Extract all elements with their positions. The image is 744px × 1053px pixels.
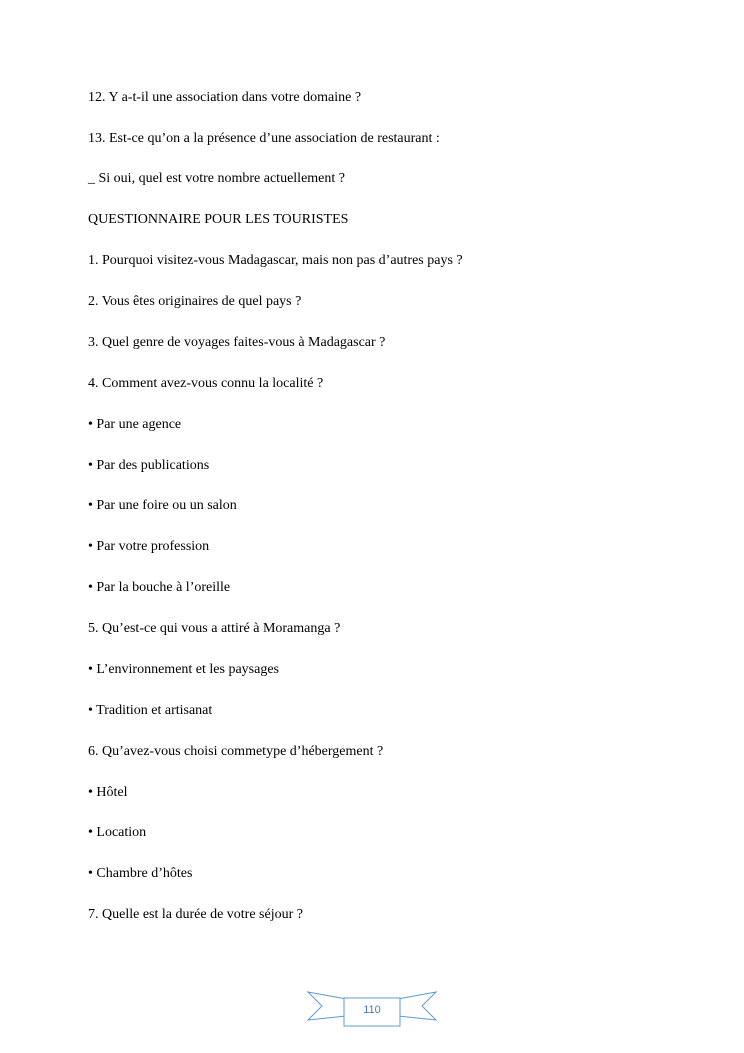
tourist-question-5: 5. Qu’est-ce qui vous a attiré à Moramanga ?	[88, 621, 341, 636]
option-tradition: • Tradition et artisanat	[88, 703, 213, 718]
option-word-of-mouth: • Par la bouche à l’oreille	[88, 580, 231, 595]
tourist-question-7: 7. Quelle est la durée de votre séjour ?	[88, 907, 303, 922]
option-fair: • Par une foire ou un salon	[88, 498, 237, 513]
option-profession: • Par votre profession	[88, 539, 210, 554]
section-heading: QUESTIONNAIRE POUR LES TOURISTES	[88, 212, 349, 227]
page-number: 110	[363, 1004, 381, 1016]
page-number-ribbon	[306, 990, 438, 1030]
question-12: 12. Y a-t-il une association dans votre domaine ?	[88, 90, 362, 105]
tourist-question-4: 4. Comment avez-vous connu la localité ?	[88, 376, 324, 391]
option-agency: • Par une agence	[88, 417, 182, 432]
option-hotel: • Hôtel	[88, 785, 128, 800]
option-rental: • Location	[88, 825, 147, 840]
tourist-question-2: 2. Vous êtes originaires de quel pays ?	[88, 294, 302, 309]
question-13-followup: _ Si oui, quel est votre nombre actuellement ?	[88, 171, 345, 186]
option-environment: • L’environnement et les paysages	[88, 662, 279, 677]
tourist-question-3: 3. Quel genre de voyages faites-vous à Madagascar ?	[88, 335, 386, 350]
tourist-question-1: 1. Pourquoi visitez-vous Madagascar, mais non pas d’autres pays ?	[88, 253, 463, 268]
option-publications: • Par des publications	[88, 458, 210, 473]
option-guest-room: • Chambre d’hôtes	[88, 866, 193, 881]
tourist-question-6: 6. Qu’avez-vous choisi commetype d’hébergement ?	[88, 744, 384, 759]
question-13: 13. Est-ce qu’on a la présence d’une association de restaurant :	[88, 131, 440, 146]
